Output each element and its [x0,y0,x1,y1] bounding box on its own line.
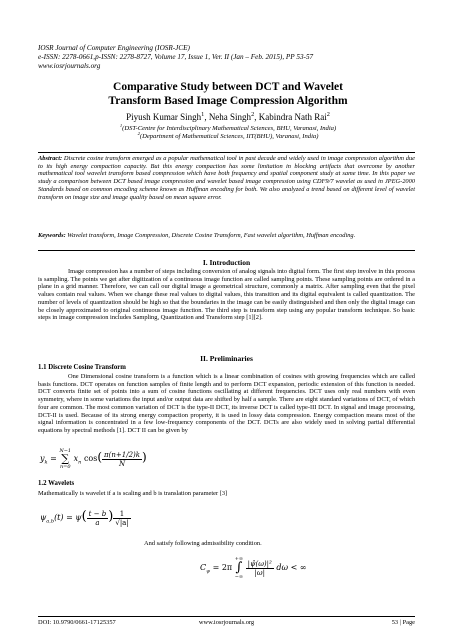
subheading-dct: 1.1 Discrete Cosine Transform [38,364,126,371]
affiliation-2-sup: 2 [137,130,140,136]
dct-term: x [73,454,79,463]
adm-tail: dω < ∞ [276,563,307,572]
adm-fraction [246,560,274,577]
abstract-bottom-rule [38,250,415,251]
dct-sum-block [59,448,71,470]
author-2-sup: 2 [251,111,255,118]
abstract-label: Abstract: [38,155,63,162]
abstract [38,155,415,201]
adm-integral-top: +∞ [234,556,244,562]
adm-mid: = 2π [210,563,233,572]
adm-integral-bottom: −∞ [234,574,244,580]
author-3: , Kabindra Nath Rai [254,112,327,122]
dct-sum-symbol: ∑ [61,452,70,465]
footer-page-number: 53 | Page [391,619,415,626]
dct-numerator: π(n+1/2)k [104,450,140,459]
wavelet-lhs-sub: a,b [46,518,55,525]
adm-lhs-sub: ψ [206,568,211,575]
dct-paren-open: ( [97,450,103,464]
journal-website: www.iosrjournals.org [38,61,101,70]
title-line-2: Transform Based Image Compression Algorithm [108,95,348,107]
footer-doi: DOI: 10.9790/0661-17125357 [38,619,116,626]
dct-paragraph: One Dimensional cosine transform is a function which is a linear combination of cosines with growing frequencies which are called basis functions. DCT operates on function samples of finite length and to perform DCT expansion, periodic extension of this function is needed. DCT converts finite set of points into a sum of cosine functions oscillating at different frequencies. DCT uses only real numbers with even symmetry, where in some variations the input and/or output data are shifted by half a sample. There are eight standard variations of DCT, of which four are common. The most common variation of DCT is the type-II DCT, its inverse DCT is called type-III DCT. In signal and image processing, DCT-II is used. Because of its strong energy compaction property, it is used in lossy data compression. Energy compaction means most of the signal information is concentrated in a few low-frequency components of the DCT. DCTs are also widely used in solving partial differential equations by spectral methods [1]. DCT II can be given by [38,373,415,434]
adm-denominator: |ω| [254,568,265,577]
adm-integral-block [235,556,243,580]
admissibility-text: And satisfy following admissibility condition. [144,540,262,547]
author-1: Piyush Kumar Singh [126,112,202,122]
dct-paren-close: ) [142,450,147,464]
dct-lhs-sub: k [44,459,48,466]
adm-numerator: |ψ̂(ω)|² [247,559,272,568]
author-3-sup: 2 [326,111,330,118]
wavelet-numerator-2: 1 [113,510,130,519]
wavelet-numerator: t − b [88,509,107,518]
authors [38,112,418,123]
dct-sum-top: N−1 [59,448,72,454]
affiliation-1-text: (DST-Centre for Interdisciplinary Mathematical Sciences, BHU, Varanasi, India) [122,125,337,132]
dct-term-sub: n [78,459,82,466]
wavelet-formula [40,509,131,527]
keywords-text: Wavelet transform, Image Compression, Discrete Cosine Transform, Fast wavelet algorithm, Huffman encoding. [65,232,356,239]
affiliation-2 [38,130,418,141]
abstract-top-rule [38,152,415,153]
journal-header [38,44,418,70]
affiliation-1 [38,122,418,133]
wavelet-fraction-2 [113,510,130,527]
dct-lhs: y [40,454,45,463]
wavelets-paragraph: Mathematically is wavelet if a is scaling and b is translation parameter [3] [38,490,228,497]
wavelet-paren-close: ) [108,509,114,524]
keywords [38,232,415,240]
admissibility-formula [200,556,306,580]
dct-sum-bottom: n=0 [59,464,71,470]
affiliation-1-sup: 1 [119,122,123,128]
dct-denominator: N [118,459,126,468]
abstract-text: Discrete cosine transform emerged as a popular mathematical tool in past decade and widely used in image compression algorithm due to its high energy compaction capacity. But this energy compaction has some limitation in blocking artifacts that overcome by another mathematical tool wavelet transform based compression which have both frequency and spatial component study at same time. In this paper we study a comparison between DCT based image compression and wavelet based image compression using CDF9/7 wavelet as used in JPEG-2000 Standards based on common encoding scheme known as Huffman encoding for both. We also analyzed a trend based on different level of wavelet transform on image size and image quality based on mean square error. [38,155,415,201]
paper-title [38,80,418,108]
introduction-paragraph: Image compression has a number of steps including conversion of analog signals into digital form. The first step involve in this process is sampling. The points we get after digitization of a continuous image function are called sampling points. These sampling points are ordered in a plane in a grid manner. Therefore, we can call our digital image a geometrical structure, commonly a matrix. After sampling even that the pixel values contain real values. When we change these real values to digital values, this transition and its digital equivalent is called quantization. The number of levels of quantization should be high so that the boundaries in the image can be easily distinguished and then only the digital image can be closely approximated to original continuous image function. The third step is transform step using any popular transform technique. So basic steps in image compression includes Sampling, Quantization and Transform step [1][2]. [38,268,415,322]
journal-issn: e-ISSN: 2278-0661,p-ISSN: 2278-8727, Volume 17, Issue 1, Ver. II (Jan – Feb. 2015), PP 53-57 [38,52,314,61]
dct-formula [40,448,147,470]
section-heading-introduction: I. Introduction [202,258,251,267]
footer-website: www.iosrjournals.org [198,619,255,626]
affiliation-2-text: (Department of Mathematical Sciences, IIT(BHU), Varanasi, India) [139,133,319,140]
author-1-sup: 1 [201,111,205,118]
keywords-label: Keywords: [38,232,66,239]
dct-equals: = [47,454,60,463]
wavelet-denominator: a [95,518,100,527]
wavelet-lhs: ψ [40,513,47,522]
section-heading-preliminaries: II. Preliminaries [200,354,253,363]
subheading-wavelets: 1.2 Wavelets [38,480,75,487]
journal-name: IOSR Journal of Computer Engineering (IOSR-JCE) [38,44,190,52]
dct-fraction [102,451,142,468]
dct-cos: cos [81,454,98,463]
affiliations [38,122,418,141]
adm-lhs: C [200,563,207,572]
author-2: , Neha Singh [204,112,252,122]
title-line-1: Comparative Study between DCT and Wavelet [113,81,343,93]
footer-rule [38,616,415,617]
adm-integral-symbol: ∫ [235,560,243,575]
wavelet-paren-open: ( [81,509,87,524]
wavelet-mid: (t) = ψ [54,513,82,522]
wavelet-denominator-2: √|a| [115,518,129,527]
wavelet-fraction [87,510,109,527]
